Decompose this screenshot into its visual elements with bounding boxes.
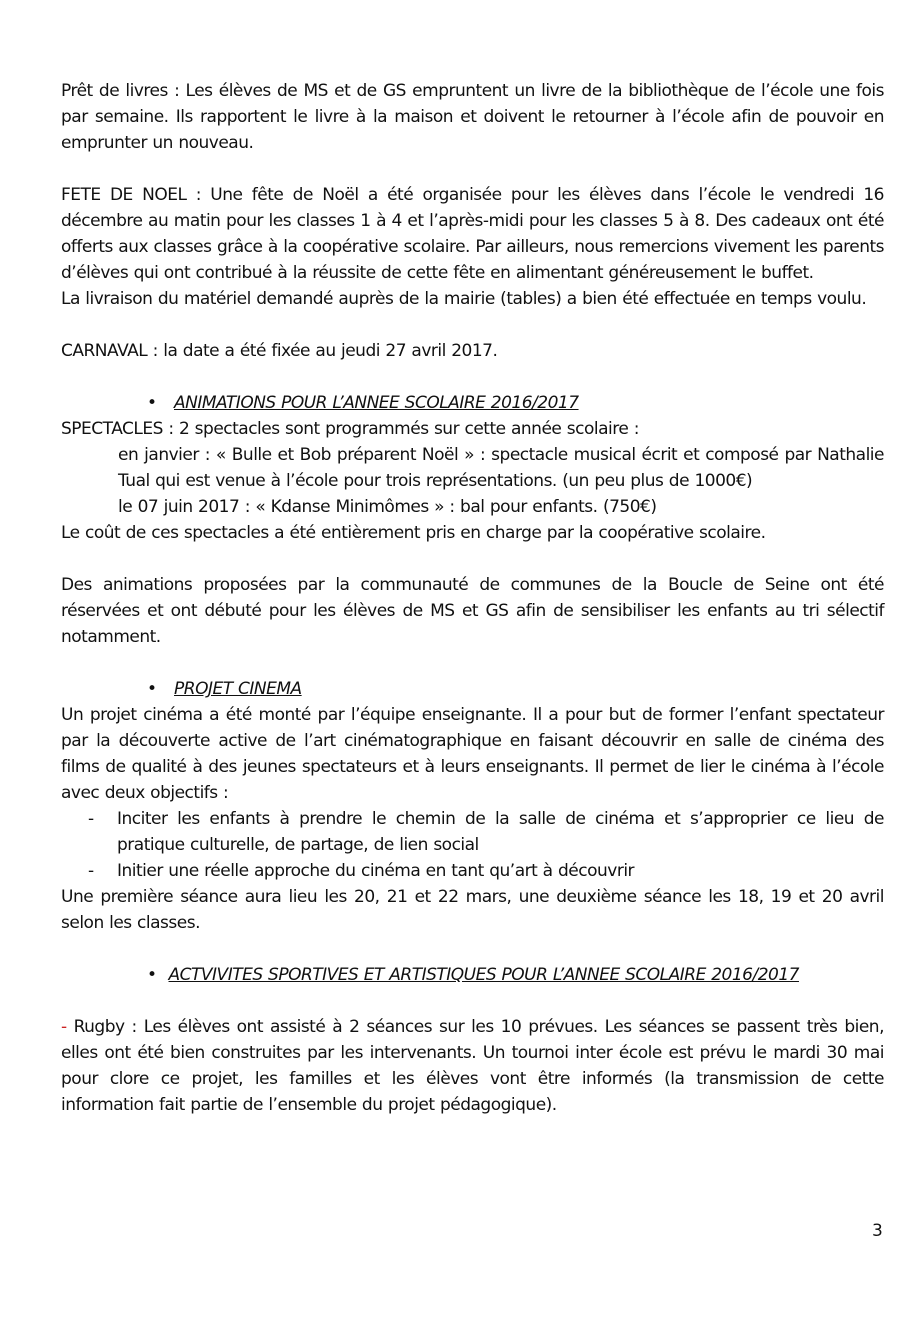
bullet-icon: •	[147, 679, 157, 699]
pret-livres-paragraph: Prêt de livres : Les élèves de MS et de GS empruntent un livre de la bibliothèque de l’école une fois par semaine. Ils rapportent le livre à la maison et doivent le retourner à l’école afin de pouvoir en emprunter un nouveau.	[61, 81, 884, 153]
page-number: 3	[872, 1221, 883, 1241]
rugby-paragraph	[61, 1014, 884, 1118]
cinema-paragraph: Un projet cinéma a été monté par l’équipe enseignante. Il a pour but de former l’enfant spectateur par la découverte active de l’art cinématographique en faisant découvrir en salle de cinéma des films de qualité à des jeunes spectateurs et à leurs enseignants. Il permet de lier le cinéma à l’école avec deux objectifs :	[61, 705, 884, 803]
animations-communaute-paragraph: Des animations proposées par la communauté de communes de la Boucle de Seine ont été réservées et ont débuté pour les élèves de MS et GS afin de sensibiliser les enfants au tri sélectif notamment.	[61, 575, 884, 647]
heading-sport-label: ACTVIVITES SPORTIVES ET ARTISTIQUES POUR L’ANNEE SCOLAIRE 2016/2017	[168, 965, 799, 985]
rugby-dash: -	[61, 1017, 67, 1037]
carnaval-paragraph: CARNAVAL : la date a été fixée au jeudi 27 avril 2017.	[61, 341, 498, 361]
heading-cinema	[61, 676, 884, 702]
dash-marker: -	[88, 861, 94, 881]
bullet-icon: •	[147, 393, 157, 413]
list-item-text: Inciter les enfants à prendre le chemin de la salle de cinéma et s’approprier ce lieu de pratique culturelle, de partage, de lien social	[117, 809, 884, 855]
rugby-text: Rugby : Les élèves ont assisté à 2 séances sur les 10 prévues. Les séances se passent très bien, elles ont été bien construites par les intervenants. Un tournoi inter école est prévu le mardi 30 mai pour clore ce projet, les familles et les élèves vont être informés (la transmission de cette information fait partie de l’ensemble du projet pédagogique).	[61, 1017, 884, 1115]
livraison-paragraph: La livraison du matériel demandé auprès de la mairie (tables) a bien été effectuée en temps voulu.	[61, 289, 867, 309]
cinema-seances-paragraph: Une première séance aura lieu les 20, 21 et 22 mars, une deuxième séance les 18, 19 et 20 avril selon les classes.	[61, 887, 884, 933]
heading-cinema-label: PROJET CINEMA	[174, 679, 302, 699]
spectacles-intro: SPECTACLES : 2 spectacles sont programmés sur cette année scolaire :	[61, 419, 639, 439]
bullet-icon: •	[147, 965, 157, 985]
heading-sport	[61, 962, 884, 988]
list-item-text: Initier une réelle approche du cinéma en tant qu’art à découvrir	[117, 861, 635, 881]
dash-marker: -	[88, 809, 94, 829]
list-item	[61, 806, 884, 858]
heading-animations	[61, 390, 884, 416]
spectacle-item-2: le 07 juin 2017 : « Kdanse Minimômes » : bal pour enfants. (750€)	[118, 497, 657, 517]
heading-animations-label: ANIMATIONS POUR L’ANNEE SCOLAIRE 2016/2017	[174, 393, 579, 413]
spectacle-item-1: en janvier : « Bulle et Bob préparent Noël » : spectacle musical écrit et composé par Nathalie Tual qui est venue à l’école pour trois représentations. (un peu plus de 1000€)	[118, 445, 884, 491]
list-item	[61, 858, 884, 884]
document-page	[61, 78, 884, 1118]
spectacles-cout: Le coût de ces spectacles a été entièrement pris en charge par la coopérative scolaire.	[61, 523, 766, 543]
fete-noel-paragraph: FETE DE NOEL : Une fête de Noël a été organisée pour les élèves dans l’école le vendredi 16 décembre au matin pour les classes 1 à 4 et l’après-midi pour les classes 5 à 8. Des cadeaux ont été offerts aux classes grâce à la coopérative scolaire. Par ailleurs, nous remercions vivement les parents d’élèves qui ont contribué à la réussite de cette fête en alimentant généreusement le buffet.	[61, 185, 884, 283]
